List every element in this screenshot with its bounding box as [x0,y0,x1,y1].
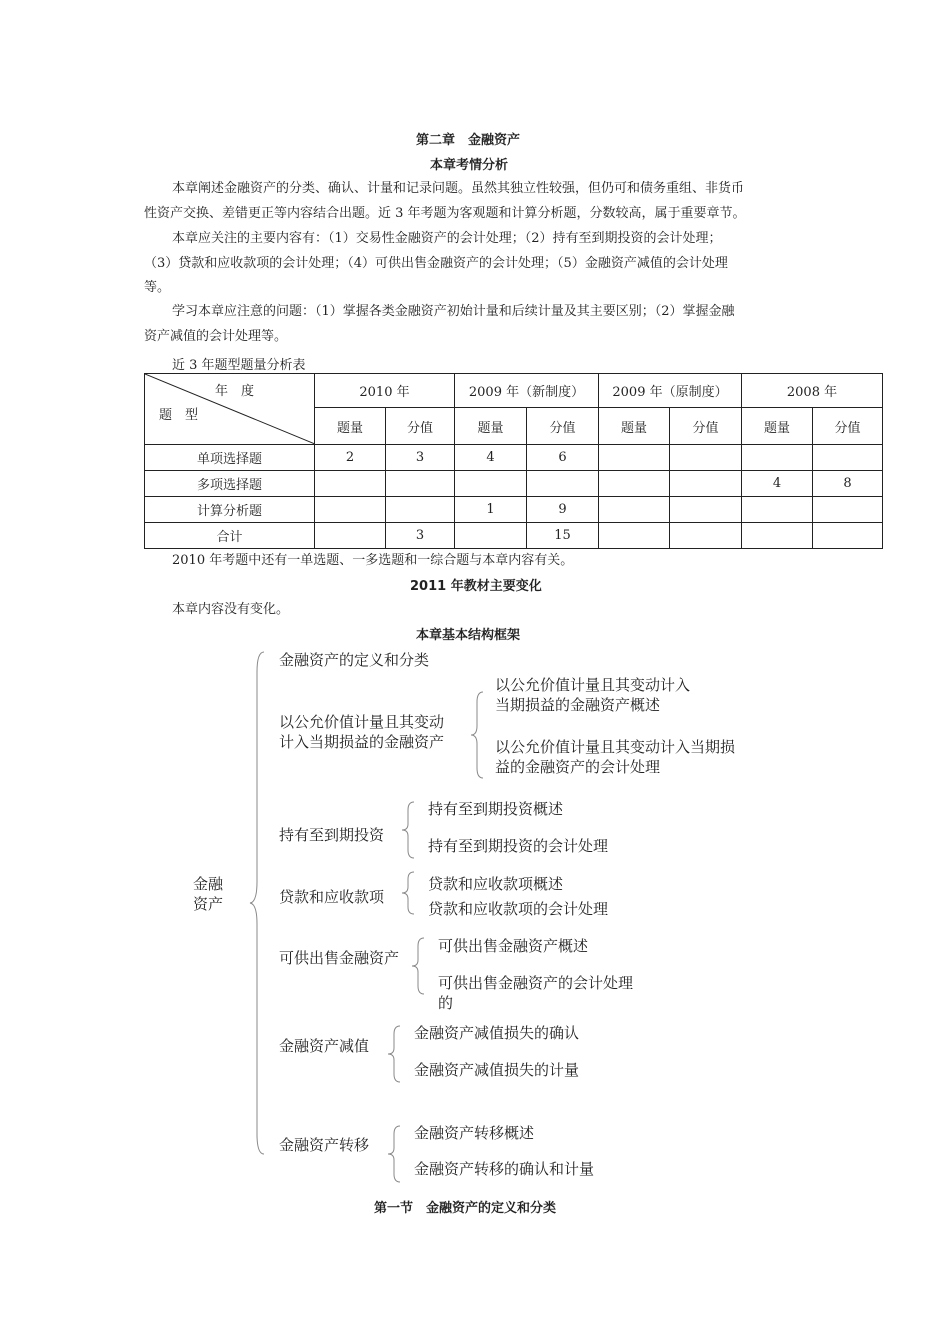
row-label: 计算分析题 [145,497,315,523]
corner-year-label: 年 度 [215,384,255,399]
intro-paragraph-1: 本章阐述金融资产的分类、确认、计量和记录问题。虽然其独立性较强，但仍可和债务重组、非货币 性资产交换、差错更正等内容结合出题。近 3 年考题为客观题和计算分析题，分数较高，属于重要章节。 [144,181,746,221]
cell: 3 [386,445,455,471]
node-htm-accounting: 持有至到期投资的会计处理 [428,837,609,855]
node-afs: 可供出售金融资产 [279,949,400,967]
root-brace [246,650,266,1160]
year-header: 2009 年（原制度） [599,374,742,408]
year-header: 2009 年（新制度） [455,374,599,408]
table-row [145,497,883,523]
year-header: 2008 年 [742,374,883,408]
cell [599,523,670,549]
section-title: 第一节 金融资产的定义和分类 [374,1201,557,1216]
node-transfer-recognition: 金融资产转移的确认和计量 [414,1160,595,1178]
cell: 3 [386,523,455,549]
cell: 2 [315,445,386,471]
fvtpl-brace [469,690,485,780]
row-label: 合计 [145,523,315,549]
corner-type-label: 题 型 [159,408,199,423]
table-row [145,471,883,497]
loans-brace [400,870,416,916]
question-stats-table [144,373,883,549]
intro-paragraph-3: 学习本章应注意的问题：（1）掌握各类金融资产初始计量和后续计量及其主要区别；（2）掌握金融 资产减值的会计处理等。 [144,304,735,344]
cell: 8 [813,471,883,497]
sub-header-score: 分值 [386,408,455,445]
node-transfer-overview: 金融资产转移概述 [414,1124,535,1142]
cell [742,445,813,471]
row-label: 多项选择题 [145,471,315,497]
cell [670,445,742,471]
table-corner-cell [145,374,315,445]
row-label: 单项选择题 [145,445,315,471]
cell: 6 [527,445,599,471]
sub-header-count: 题量 [315,408,386,445]
changes-text: 本章内容没有变化。 [172,602,290,617]
cell [315,523,386,549]
node-htm: 持有至到期投资 [279,826,385,844]
node-transfer: 金融资产转移 [279,1136,370,1154]
cell: 4 [455,445,527,471]
cell: 15 [527,523,599,549]
node-afs-overview: 可供出售金融资产概述 [438,937,589,955]
table-note: 2010 年考题中还有一单选题、一多选题和一综合题与本章内容有关。 [172,553,574,568]
sub-header-count: 题量 [599,408,670,445]
framework-root: 金融 资产 [193,875,224,913]
node-definition: 金融资产的定义和分类 [279,651,430,669]
impairment-brace [386,1024,402,1084]
cell [670,471,742,497]
node-fvtpl-overview: 以公允价值计量且其变动计入 当期损益的金融资产概述 [495,676,691,714]
cell [455,471,527,497]
node-loans: 贷款和应收款项 [279,888,385,906]
node-fvtpl: 以公允价值计量且其变动 计入当期损益的金融资产 [279,713,445,751]
cell [813,497,883,523]
node-afs-accounting: 可供出售金融资产的会计处理 的 [438,974,634,1012]
transfer-brace [386,1124,402,1184]
cell: 4 [742,471,813,497]
chapter-title: 第二章 金融资产 [416,133,521,148]
changes-title: 2011 年教材主要变化 [410,579,542,594]
cell [742,497,813,523]
afs-brace [410,936,426,996]
cell: 9 [527,497,599,523]
intro-paragraph-2: 本章应关注的主要内容有：（1）交易性金融资产的会计处理；（2）持有至到期投资的会计处理； （3）贷款和应收款项的会计处理；（4）可供出售金融资产的会计处理；（5）金融资产减值的会计处理 等。 [144,231,728,295]
node-impairment-measurement: 金融资产减值损失的计量 [414,1061,580,1079]
sub-header-count: 题量 [742,408,813,445]
cell [527,471,599,497]
node-impairment-recognition: 金融资产减值损失的确认 [414,1024,580,1042]
node-fvtpl-accounting: 以公允价值计量且其变动计入当期损 益的金融资产的会计处理 [495,738,736,776]
cell [315,497,386,523]
framework-title: 本章基本结构框架 [416,628,521,643]
node-htm-overview: 持有至到期投资概述 [428,800,564,818]
sub-header-count: 题量 [455,408,527,445]
sub-header-score: 分值 [527,408,599,445]
cell: 1 [455,497,527,523]
node-impairment: 金融资产减值 [279,1037,370,1055]
analysis-title: 本章考情分析 [430,158,509,173]
cell [742,523,813,549]
cell [315,471,386,497]
cell [599,471,670,497]
sub-header-score: 分值 [670,408,742,445]
table-row [145,523,883,549]
cell [599,497,670,523]
cell [670,523,742,549]
htm-brace [400,800,416,860]
cell [670,497,742,523]
node-loans-accounting: 贷款和应收款项的会计处理 [428,900,609,918]
sub-header-score: 分值 [813,408,883,445]
cell [386,471,455,497]
cell [813,523,883,549]
table-row [145,445,883,471]
node-loans-overview: 贷款和应收款项概述 [428,875,564,893]
table-caption: 近 3 年题型题量分析表 [172,358,306,373]
cell [455,523,527,549]
cell [813,445,883,471]
cell [599,445,670,471]
year-header: 2010 年 [315,374,455,408]
cell [386,497,455,523]
